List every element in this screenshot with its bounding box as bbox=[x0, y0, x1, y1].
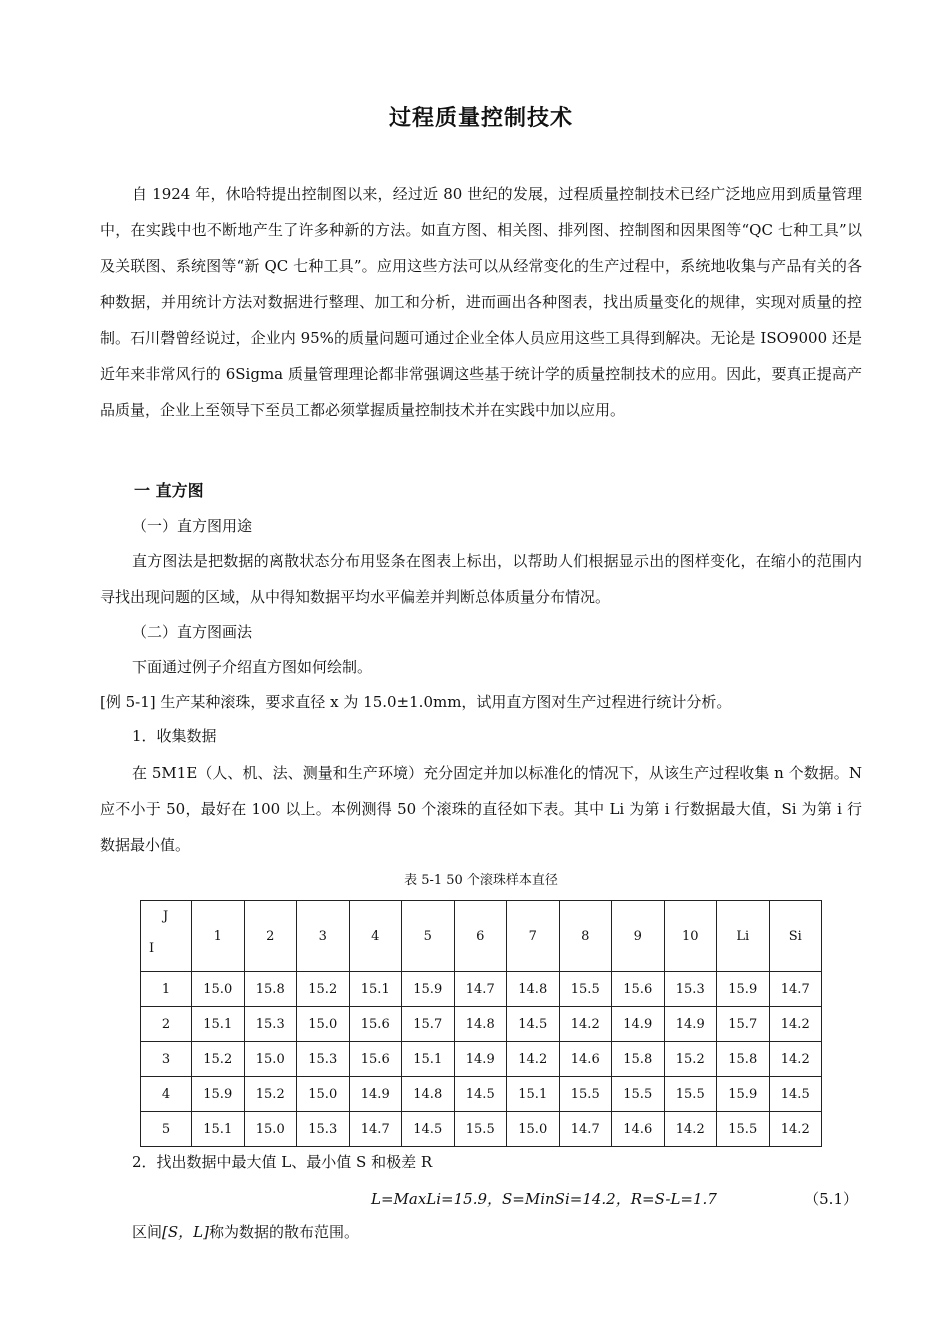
table-cell: 14.5 bbox=[507, 1007, 560, 1042]
step-1-heading: 1．收集数据 bbox=[132, 727, 217, 745]
table-header-row bbox=[141, 901, 822, 972]
table-cell: 15.9 bbox=[192, 1077, 245, 1112]
table-cell: 14.8 bbox=[507, 972, 560, 1007]
table-cell: 14.2 bbox=[769, 1007, 822, 1042]
step-1-paragraph: 在 5M1E（人、机、法、测量和生产环境）充分固定并加以标准化的情况下，从该生产过程收集 n 个数据。N 应不小于 50，最好在 100 以上。本例测得 50 个滚珠的直径如下表。其中 Li 为第 i 行数据最大值，Si 为第 i 行数据最小值。 bbox=[100, 764, 862, 854]
table-cell: 15.5 bbox=[612, 1077, 665, 1112]
table-cell: 14.9 bbox=[349, 1077, 402, 1112]
table-cell: 15.2 bbox=[192, 1042, 245, 1077]
table-row bbox=[141, 1077, 822, 1112]
column-header-si: Si bbox=[769, 901, 822, 972]
table-corner-cell bbox=[141, 901, 192, 972]
column-header: 4 bbox=[349, 901, 402, 972]
row-header: 3 bbox=[141, 1042, 192, 1077]
table-cell: 15.2 bbox=[244, 1077, 297, 1112]
table-cell: 14.8 bbox=[454, 1007, 507, 1042]
table-cell: 15.9 bbox=[402, 972, 455, 1007]
table-cell: 14.2 bbox=[507, 1042, 560, 1077]
formula-expression: L=MaxLi=15.9，S=MinSi=14.2，R=S-L=1.7 bbox=[371, 1190, 717, 1208]
table-cell: 14.2 bbox=[769, 1112, 822, 1147]
table-cell: 15.0 bbox=[244, 1042, 297, 1077]
table-cell: 14.5 bbox=[769, 1077, 822, 1112]
table-cell: 14.5 bbox=[454, 1077, 507, 1112]
column-header: 7 bbox=[507, 901, 560, 972]
section-heading-histogram: 一 直方图 bbox=[134, 481, 204, 500]
table-caption: 表 5-1 50 个滚珠样本直径 bbox=[404, 873, 558, 888]
histogram-method-intro: 下面通过例子介绍直方图如何绘制。 bbox=[132, 658, 373, 676]
table-cell: 14.9 bbox=[454, 1042, 507, 1077]
table-cell: 14.2 bbox=[664, 1112, 717, 1147]
table-cell: 15.1 bbox=[192, 1007, 245, 1042]
column-header: 10 bbox=[664, 901, 717, 972]
ball-diameter-table bbox=[140, 900, 822, 1147]
table-cell: 15.8 bbox=[717, 1042, 770, 1077]
table-cell: 14.2 bbox=[769, 1042, 822, 1077]
formula-5-1 bbox=[100, 1184, 862, 1214]
document-title: 过程质量控制技术 bbox=[388, 106, 573, 131]
table-cell: 14.9 bbox=[612, 1007, 665, 1042]
table-cell: 15.0 bbox=[507, 1112, 560, 1147]
table-cell: 15.7 bbox=[717, 1007, 770, 1042]
table-cell: 15.0 bbox=[192, 972, 245, 1007]
table-cell: 14.9 bbox=[664, 1007, 717, 1042]
table-cell: 15.5 bbox=[454, 1112, 507, 1147]
row-header: 4 bbox=[141, 1077, 192, 1112]
table-row bbox=[141, 1007, 822, 1042]
table-cell: 15.6 bbox=[612, 972, 665, 1007]
table-cell: 14.5 bbox=[402, 1112, 455, 1147]
table-cell: 15.5 bbox=[664, 1077, 717, 1112]
table-cell: 15.8 bbox=[244, 972, 297, 1007]
table-cell: 15.5 bbox=[717, 1112, 770, 1147]
range-interval: [S，L] bbox=[162, 1223, 209, 1241]
table-cell: 15.9 bbox=[717, 972, 770, 1007]
range-sentence bbox=[132, 1215, 359, 1249]
table-cell: 14.8 bbox=[402, 1077, 455, 1112]
table-cell: 15.1 bbox=[402, 1042, 455, 1077]
table-cell: 14.7 bbox=[769, 972, 822, 1007]
histogram-use-paragraph: 直方图法是把数据的离散状态分布用竖条在图表上标出，以帮助人们根据显示出的图样变化，在缩小的范围内寻找出现问题的区域，从中得知数据平均水平偏差并判断总体质量分布情况。 bbox=[100, 552, 862, 606]
example-5-1: [例 5-1] 生产某种滚珠，要求直径 x 为 15.0±1.0mm，试用直方图对生产过程进行统计分析。 bbox=[100, 693, 732, 711]
table-cell: 15.3 bbox=[244, 1007, 297, 1042]
table-cell: 14.7 bbox=[454, 972, 507, 1007]
corner-label-j: J bbox=[163, 909, 169, 924]
table-row bbox=[141, 972, 822, 1007]
table-cell: 15.0 bbox=[297, 1007, 350, 1042]
table-cell: 15.6 bbox=[349, 1007, 402, 1042]
table-cell: 15.1 bbox=[192, 1112, 245, 1147]
column-header: 3 bbox=[297, 901, 350, 972]
table-cell: 14.2 bbox=[559, 1007, 612, 1042]
formula-number: （5.1） bbox=[804, 1190, 858, 1208]
column-header: 2 bbox=[244, 901, 297, 972]
row-header: 2 bbox=[141, 1007, 192, 1042]
table-cell: 15.1 bbox=[507, 1077, 560, 1112]
table-cell: 15.1 bbox=[349, 972, 402, 1007]
range-text-suffix: 称为数据的散布范围。 bbox=[208, 1223, 359, 1241]
table-cell: 15.3 bbox=[297, 1042, 350, 1077]
table-cell: 15.2 bbox=[297, 972, 350, 1007]
table-row bbox=[141, 1112, 822, 1147]
table-cell: 15.0 bbox=[297, 1077, 350, 1112]
table-cell: 15.0 bbox=[244, 1112, 297, 1147]
table-cell: 14.6 bbox=[559, 1042, 612, 1077]
table-row bbox=[141, 1042, 822, 1077]
table-cell: 15.3 bbox=[664, 972, 717, 1007]
table-cell: 14.7 bbox=[559, 1112, 612, 1147]
table-cell: 15.9 bbox=[717, 1077, 770, 1112]
corner-label-i: I bbox=[149, 941, 155, 956]
table-cell: 15.5 bbox=[559, 972, 612, 1007]
table-cell: 14.7 bbox=[349, 1112, 402, 1147]
table-cell: 15.5 bbox=[559, 1077, 612, 1112]
table-cell: 15.6 bbox=[349, 1042, 402, 1077]
row-header: 1 bbox=[141, 972, 192, 1007]
table-cell: 15.3 bbox=[297, 1112, 350, 1147]
column-header: 5 bbox=[402, 901, 455, 972]
subheading-histogram-use: （一）直方图用途 bbox=[132, 517, 253, 535]
column-header-li: Li bbox=[717, 901, 770, 972]
table-cell: 14.6 bbox=[612, 1112, 665, 1147]
row-header: 5 bbox=[141, 1112, 192, 1147]
step-2-heading: 2．找出数据中最大值 L、最小值 S 和极差 R bbox=[132, 1153, 433, 1171]
table-cell: 15.2 bbox=[664, 1042, 717, 1077]
table-cell: 15.8 bbox=[612, 1042, 665, 1077]
subheading-histogram-method: （二）直方图画法 bbox=[132, 623, 253, 641]
table-cell: 15.7 bbox=[402, 1007, 455, 1042]
column-header: 9 bbox=[612, 901, 665, 972]
column-header: 1 bbox=[192, 901, 245, 972]
column-header: 8 bbox=[559, 901, 612, 972]
intro-paragraph: 自 1924 年，休哈特提出控制图以来，经过近 80 世纪的发展，过程质量控制技术已经广泛地应用到质量管理中，在实践中也不断地产生了许多种新的方法。如直方图、相关图、排列图、控制图和因果图等“QC 七种工具”以及关联图、系统图等“新 QC 七种工具”。应用这些方法可以从经常变化的生产过程中，系统地收集与产品有关的各种数据，并用统计方法对数据进行整理、加工和分析，进而画出各种图表，找出质量变化的规律，实现对质量的控制。石川磬曾经说过，企业内 95%的质量问题可通过企业全体人员应用这些工具得到解决。无论是 ISO9000 还是近年来非常风行的 6Sigma 质量管理理论都非常强调这些基于统计学的质量控制技术的应用。因此，要真正提高产品质量，企业上至领导下至员工都必须掌握质量控制技术并在实践中加以应用。 bbox=[100, 185, 862, 419]
column-header: 6 bbox=[454, 901, 507, 972]
range-text-prefix: 区间 bbox=[132, 1223, 163, 1241]
